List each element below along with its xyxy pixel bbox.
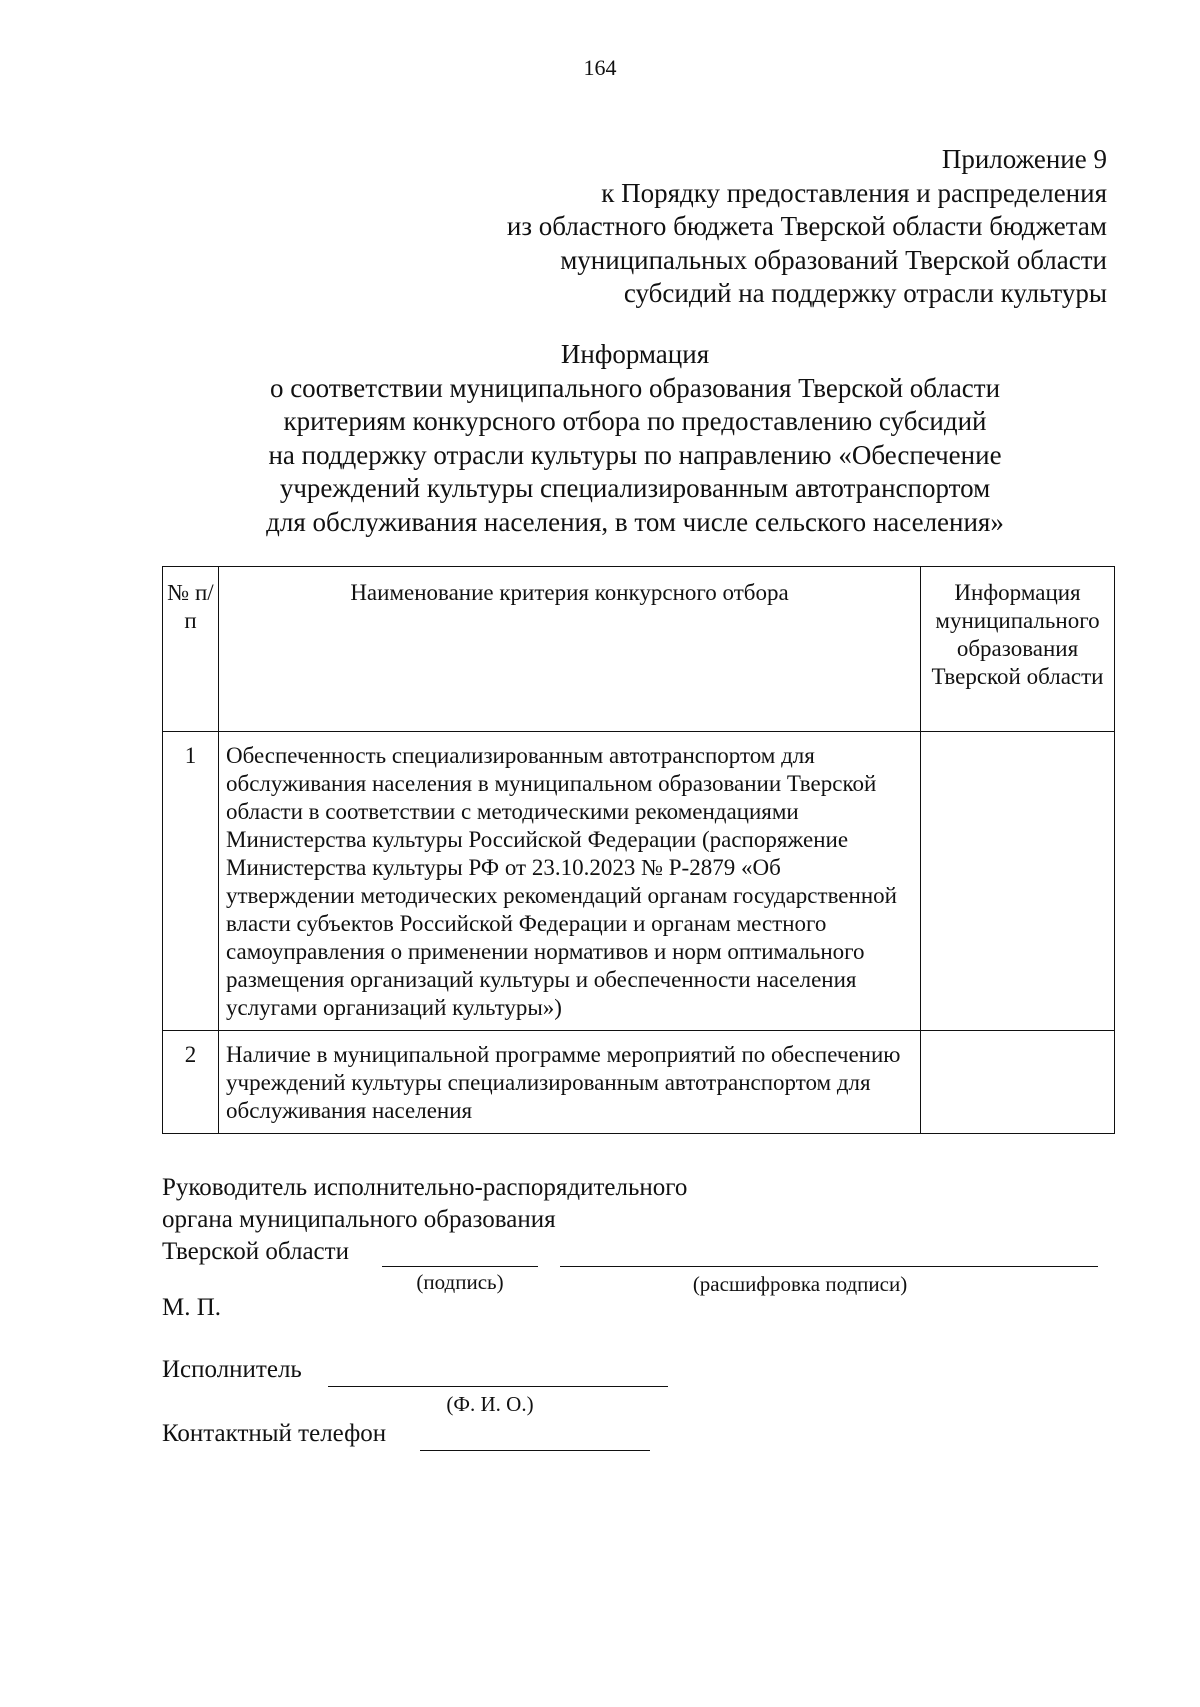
table-row <box>163 732 1115 1031</box>
title-line: для обслуживания населения, в том числе сельского населения» <box>266 506 1004 537</box>
header-num: № п/п <box>163 567 219 732</box>
executor-label: Исполнитель <box>162 1356 302 1383</box>
title-line: учреждений культуры специализированным автотранспортом <box>279 473 991 503</box>
title-heading: Информация <box>560 339 710 369</box>
signature-field[interactable] <box>382 1266 538 1267</box>
row-info-cell[interactable] <box>921 732 1115 1031</box>
head-title-line: органа муниципального образования <box>162 1206 556 1233</box>
row-num: 1 <box>163 732 219 1031</box>
appendix-header <box>507 143 1107 311</box>
appendix-line: субсидий на поддержку отрасли культуры <box>623 278 1107 308</box>
phone-label: Контактный телефон <box>162 1420 387 1447</box>
appendix-line: к Порядку предоставления и распределения <box>601 177 1107 208</box>
criteria-table <box>162 566 1115 1134</box>
row-info-cell[interactable] <box>921 1031 1115 1134</box>
phone-field[interactable] <box>420 1450 650 1451</box>
appendix-line: муниципальных образований Тверской области <box>560 244 1107 275</box>
row-num: 2 <box>163 1031 219 1134</box>
title-line: критериям конкурсного отбора по предоставлению субсидий <box>283 406 987 436</box>
seal-label: М. П. <box>162 1294 222 1321</box>
executor-field[interactable] <box>328 1386 668 1387</box>
appendix-line: из областного бюджета Тверской области бюджетам <box>506 211 1107 241</box>
page-number: 164 <box>583 55 617 80</box>
header-criterion: Наименование критерия конкурсного отбора <box>219 567 921 732</box>
fio-caption: (Ф. И. О.) <box>446 1392 534 1416</box>
signature-decoding-field[interactable] <box>560 1266 1098 1267</box>
title-line: о соответствии муниципального образования Тверской области <box>269 372 1001 403</box>
document-title <box>220 338 1050 539</box>
table-header-row <box>163 567 1115 732</box>
signature-caption: (подпись) <box>416 1270 504 1294</box>
appendix-line: Приложение 9 <box>941 144 1107 174</box>
table-row <box>163 1031 1115 1134</box>
title-line: на поддержку отрасли культуры по направлению «Обеспечение <box>268 439 1002 470</box>
head-title-line: Руководитель исполнительно-распорядительного <box>162 1174 688 1201</box>
row-criterion: Обеспеченность специализированным автотранспортом для обслуживания населения в муниципальном образовании Тверской области в соответствии с методическими рекомендациями Министерства культуры Российской Федерации (распоряжение Министерства культуры РФ от 23.10.2023 № Р-2879 «Об утверждении методических рекомендаций органам государственной власти субъектов Российской Федерации и органам местного самоуправления о применении нормативов и норм оптимального размещения организаций культуры и обеспеченности населения услугами организаций культуры») <box>219 732 921 1031</box>
decoding-caption: (расшифровка подписи) <box>692 1272 908 1296</box>
head-title-line: Тверской области <box>162 1238 349 1265</box>
row-criterion: Наличие в муниципальной программе мероприятий по обеспечению учреждений культуры специализированным автотранспортом для обслуживания населения <box>219 1031 921 1134</box>
header-info: Информация муниципального образования Тверской области <box>921 567 1115 732</box>
